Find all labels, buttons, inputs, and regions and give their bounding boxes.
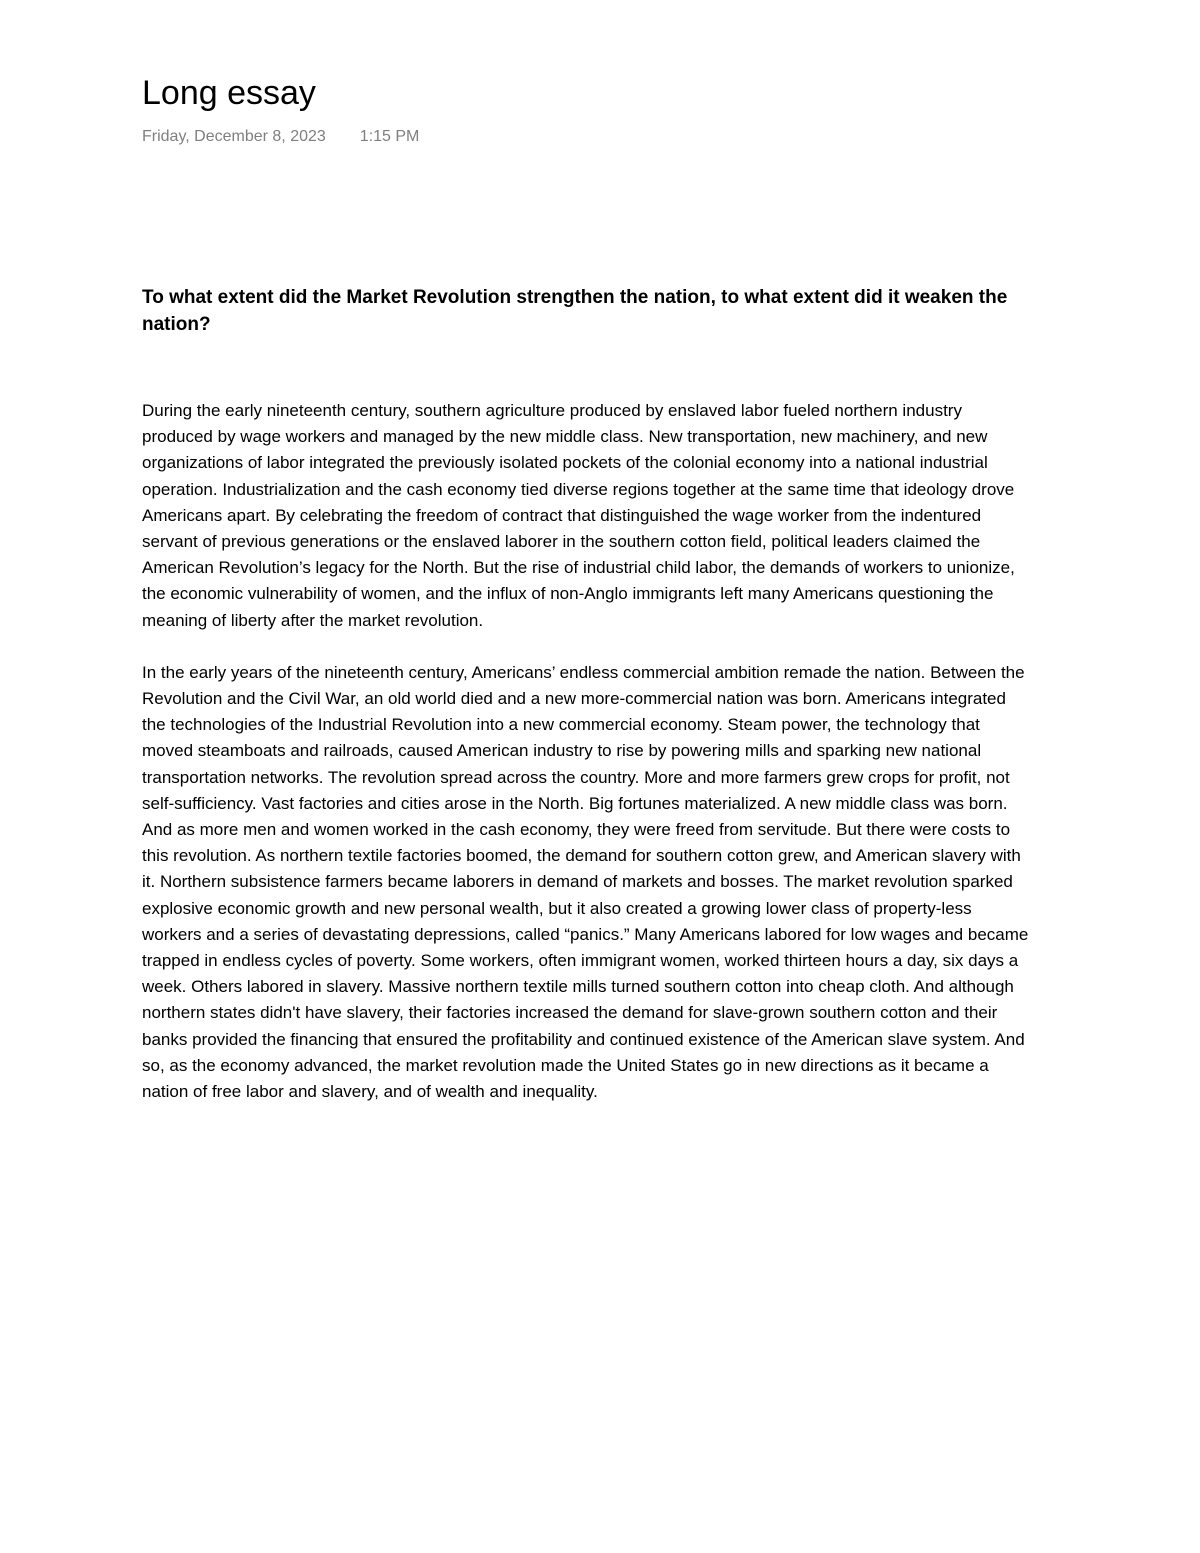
essay-paragraph-1[interactable]: During the early nineteenth century, southern agriculture produced by enslaved labor fueled northern industry produced by wage workers and managed by the new middle class. New transportation, new machinery, and new organizations of labor integrated the previously isolated pockets of the colonial economy into a national industrial operation. Industrialization and the cash economy tied diverse regions together at the same time that ideology drove Americans apart. By celebrating the freedom of contract that distinguished the wage worker from the indentured servant of previous generations or the enslaved laborer in the southern cotton field, political leaders claimed the American Revolution’s legacy for the North. But the rise of industrial child labor, the demands of workers to unionize, the economic vulnerability of women, and the influx of non-Anglo immigrants left many Americans questioning the meaning of liberty after the market revolution. [142, 401, 1015, 630]
note-date: Friday, December 8, 2023 [142, 128, 326, 145]
note-time: 1:15 PM [359, 128, 420, 145]
page-title[interactable]: Long essay [142, 74, 316, 112]
essay-paragraph-2[interactable]: In the early years of the nineteenth century, Americans’ endless commercial ambition remade the nation. Between the Revolution and the Civil War, an old world died and a new more-commercial nation was born. Americans integrated the technologies of the Industrial Revolution into a new commercial economy. Steam power, the technology that moved steamboats and railroads, caused American industry to rise by powering mills and sparking new national transportation networks. The revolution spread across the country. More and more farmers grew crops for profit, not self-sufficiency. Vast factories and cities arose in the North. Big fortunes materialized. A new middle class was born. And as more men and women worked in the cash economy, they were freed from servitude. But there were costs to this revolution. As northern textile factories boomed, the demand for southern cotton grew, and American slavery with it. Northern subsistence farmers became laborers in demand of markets and bosses. The market revolution sparked explosive economic growth and new personal wealth, but it also created a growing lower class of property-less workers and a series of devastating depressions, called “panics.” Many Americans labored for low wages and became trapped in endless cycles of poverty. Some workers, often immigrant women, worked thirteen hours a day, six days a week. Others labored in slavery. Massive northern textile mills turned southern cotton into cheap cloth. And although northern states didn't have slavery, their factories increased the demand for slave-grown southern cotton and their banks provided the financing that ensured the profitability and continued existence of the American slave system. And so, as the economy advanced, the market revolution made the United States go in new directions as it became a nation of free labor and slavery, and of wealth and inequality. [142, 662, 1029, 1102]
essay-body[interactable] [142, 398, 1034, 1131]
essay-question[interactable]: To what extent did the Market Revolution strengthen the nation, to what extent did it weaken the nation? [142, 287, 1008, 335]
note-timestamp [142, 128, 419, 146]
